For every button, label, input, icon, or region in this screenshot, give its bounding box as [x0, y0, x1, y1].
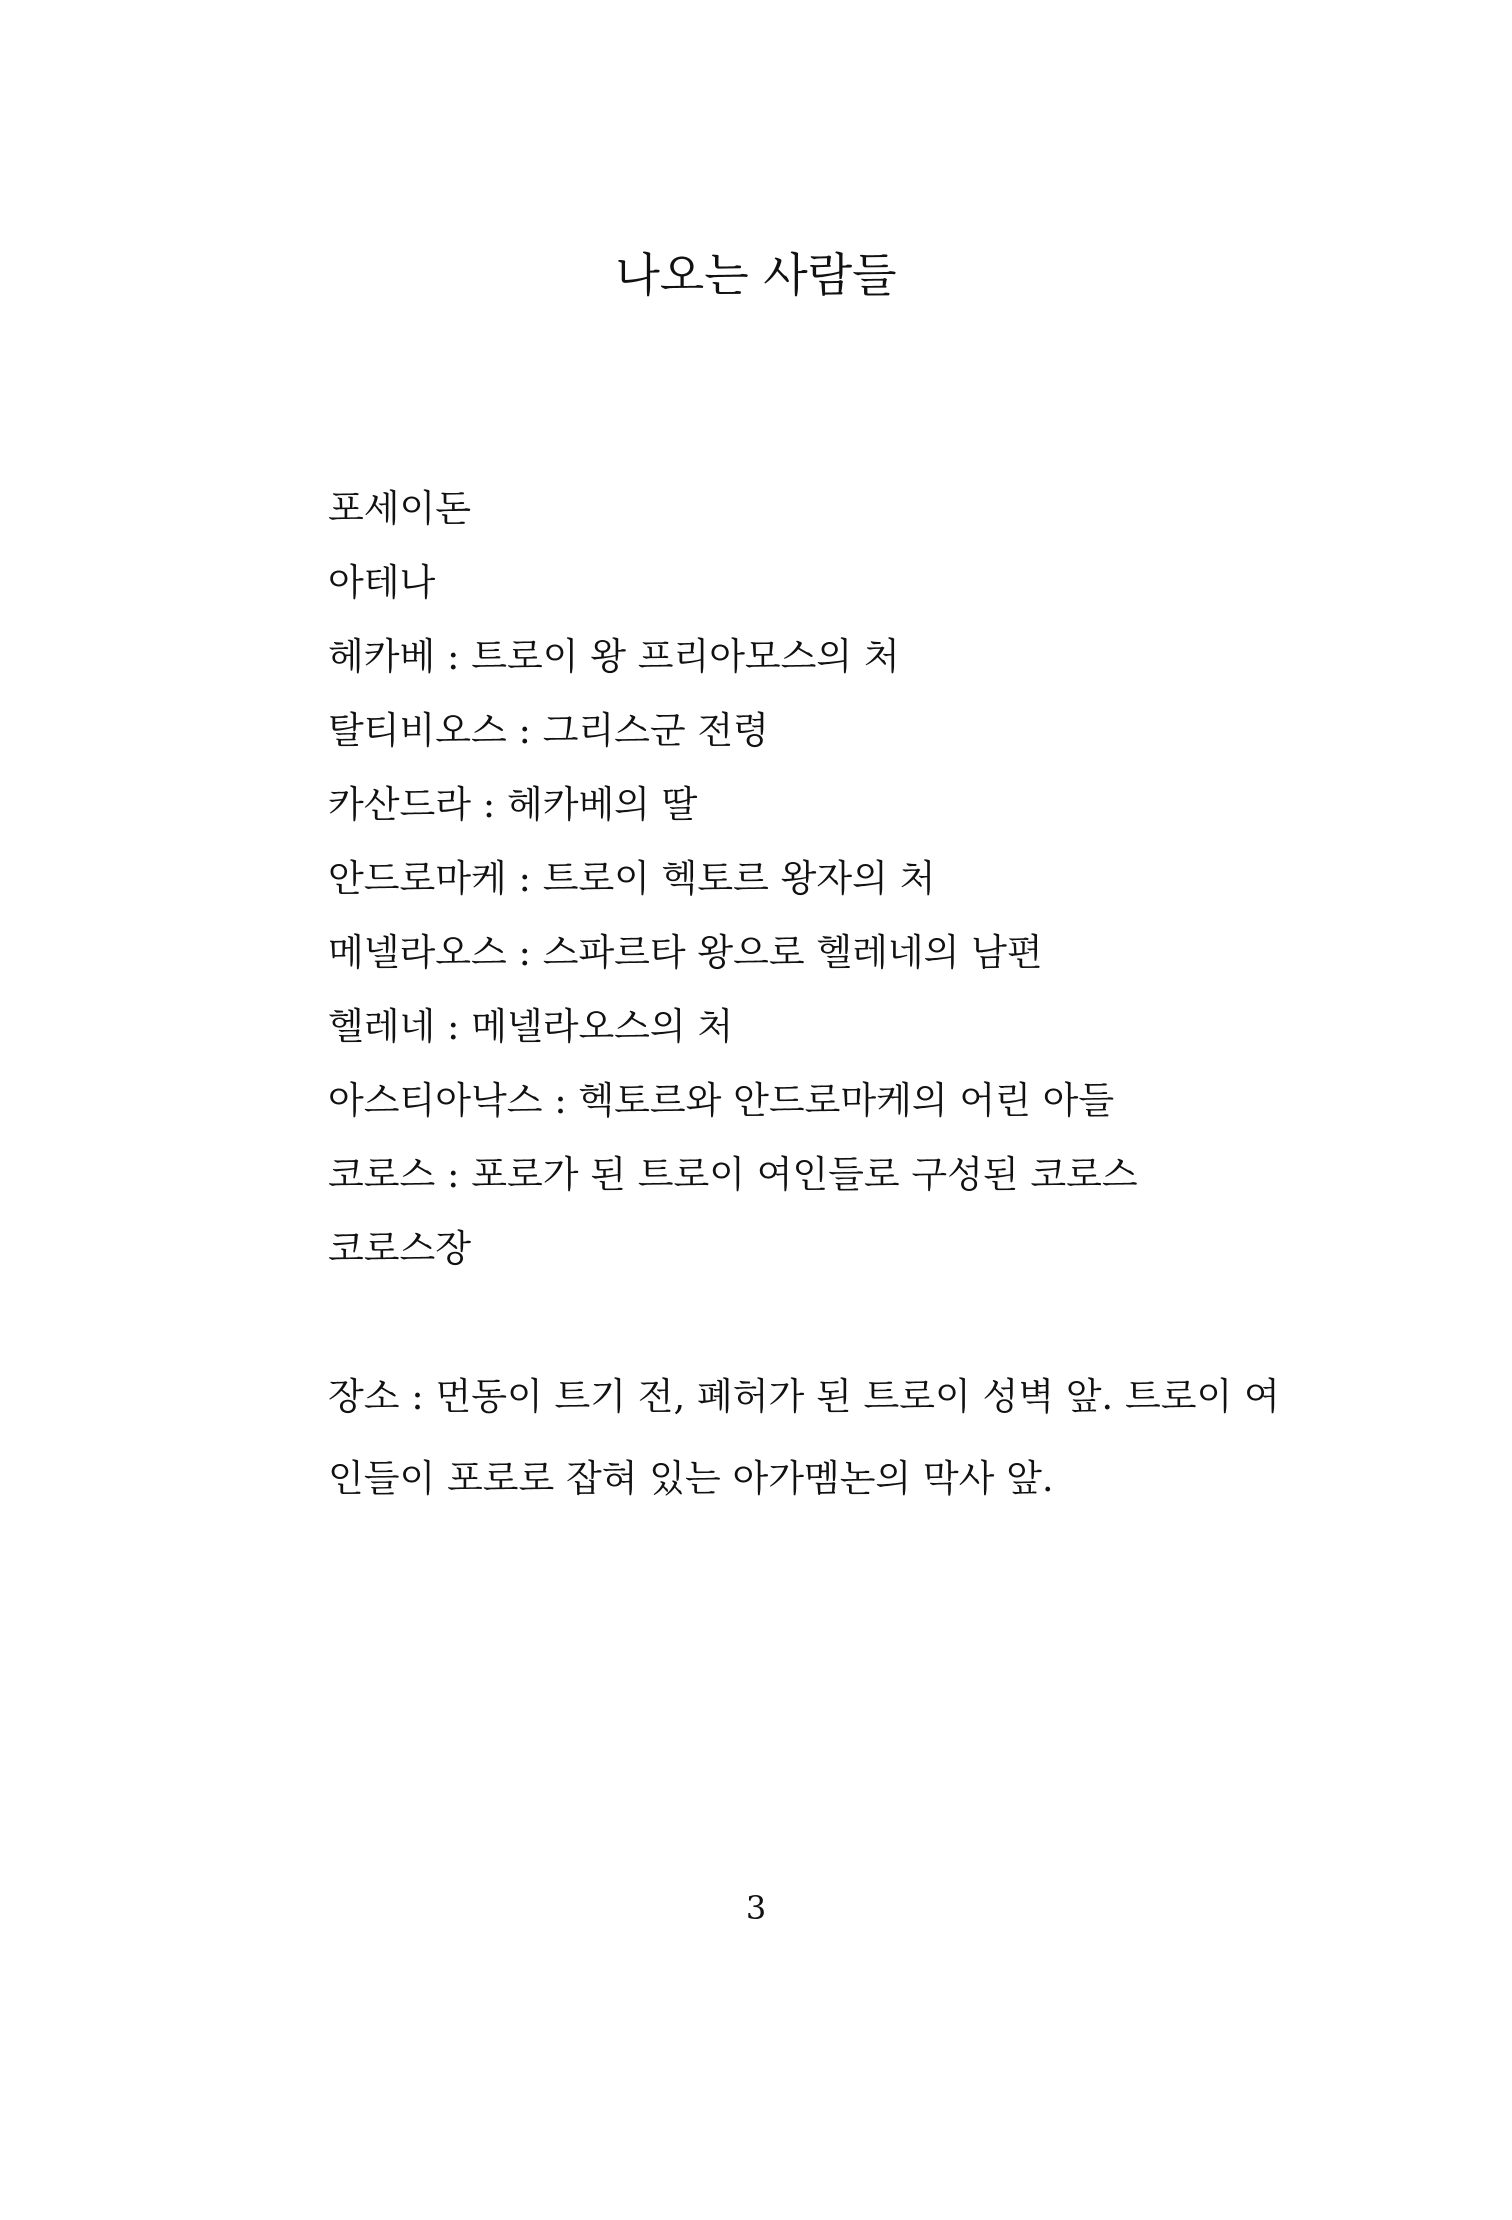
cast-item-helen: 헬레네 : 메넬라오스의 처 [328, 1005, 734, 1048]
cast-item-astyanax: 아스티아낙스 : 헥토르와 안드로마케의 어린 아들 [328, 1079, 1115, 1122]
cast-item-poseidon: 포세이돈 [328, 487, 471, 530]
setting-line: 장소 : 먼동이 트기 전, 폐허가 된 트로이 성벽 앞. 트로이 여 [328, 1375, 1280, 1418]
cast-item-athena: 아테나 [328, 561, 436, 604]
cast-item-talthybius: 탈티비오스 : 그리스군 전령 [328, 709, 769, 752]
cast-list [328, 472, 1138, 1286]
cast-item-chorus: 코로스 : 포로가 된 트로이 여인들로 구성된 코로스 [328, 1153, 1138, 1196]
setting-line: 인들이 포로로 잡혀 있는 아가멤논의 막사 앞. [328, 1457, 1054, 1500]
cast-item-andromache: 안드로마케 : 트로이 헥토르 왕자의 처 [328, 857, 936, 900]
page-title: 나오는 사람들 [615, 248, 897, 302]
page-number: 3 [745, 1889, 767, 1927]
cast-item-menelaus: 메넬라오스 : 스파르타 왕으로 헬레네의 남편 [328, 931, 1043, 974]
cast-item-cassandra: 카산드라 : 헤카베의 딸 [328, 783, 698, 826]
cast-item-chorus-leader: 코로스장 [328, 1227, 471, 1270]
setting-description [328, 1356, 1288, 1520]
cast-item-hecuba: 헤카베 : 트로이 왕 프리아모스의 처 [328, 635, 900, 678]
